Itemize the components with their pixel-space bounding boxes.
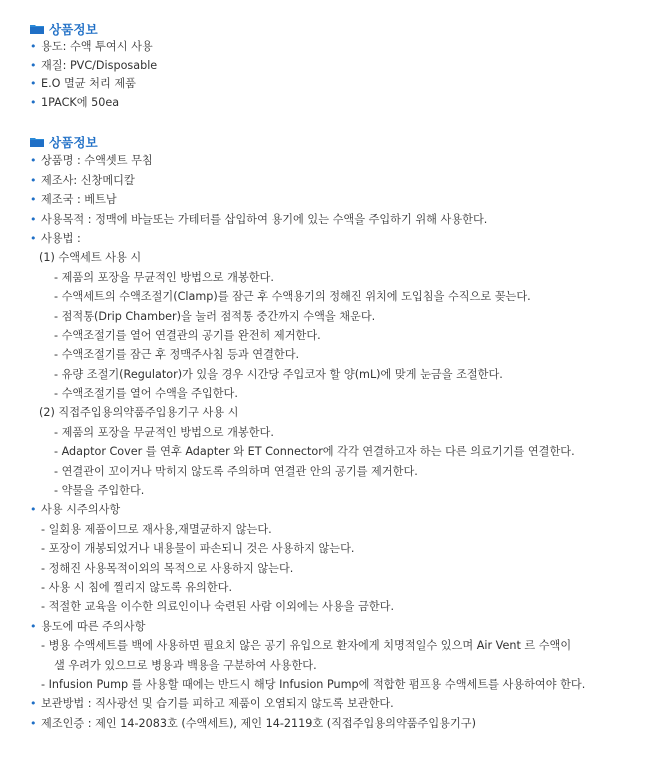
list-item: • 제조인증 : 제인 14-2083호 (수액세트), 제인 14-2119호 (직접주입용의약품주입용기구) (30, 714, 664, 733)
list-item: • 사용목적 : 정맥에 바늘또는 가테터를 삽입하여 용기에 있는 수액을 주입하기 위해 사용한다. (30, 210, 664, 229)
section-title (30, 131, 664, 151)
usage-step: - 수액조절기를 열어 수액을 주입한다. (54, 387, 238, 401)
list-item: • 사용 시주의사항 (30, 500, 664, 519)
list-item: • 사용법 : (30, 229, 664, 248)
usage-step: - 제품의 포장을 무균적인 방법으로 개봉한다. (54, 425, 274, 439)
usage-step: - 제품의 포장을 무균적인 방법으로 개봉한다. (54, 270, 274, 284)
caution-item: - 정해진 사용목적이외의 목적으로 사용하지 않는다. (41, 561, 294, 575)
usage-step: - 수액조절기를 잠근 후 정맥주사침 등과 연결한다. (54, 348, 300, 362)
caution-item-continued: 샐 우려가 있으므로 병용과 백용을 구분하여 사용한다. (54, 658, 317, 672)
list-item: • 제조국 : 베트남 (30, 190, 664, 209)
usage-step: - 점적통(Drip Chamber)을 눌러 점적통 중간까지 수액을 채운다. (54, 309, 376, 323)
usage-subheading: (2) 직접주입용의약품주입용기구 사용 시 (39, 406, 239, 420)
folder-icon (30, 24, 44, 34)
list-item: • 용도에 따른 주의사항 (30, 617, 664, 636)
section-title (30, 18, 664, 38)
list-item: • 1PACK에 50ea (30, 94, 664, 113)
list-item: • 상품명 : 수액셋트 무침 (30, 151, 664, 170)
caution-item: - 병용 수액세트를 백에 사용하면 필요치 않은 공기 유입으로 환자에게 치명적일수 있으며 Air Vent 르 수액이 (41, 639, 572, 653)
usage-step: - 약물을 주입한다. (54, 484, 145, 498)
list-item: • 재질: PVC/Disposable (30, 57, 664, 76)
section-title-text: 상품정보 (49, 21, 98, 37)
list-item: • 제조사: 신창메디칼 (30, 171, 664, 190)
caution-item: - 일회용 제품이므로 재사용,재멸균하지 않는다. (41, 522, 272, 536)
section-product-info-2 (30, 131, 664, 733)
caution-item: - 적절한 교육을 이수한 의료인이나 숙련된 사람 이외에는 사용을 금한다. (41, 600, 395, 614)
usage-step: - 연결관이 꼬이거나 막히지 않도록 주의하며 연결관 안의 공기를 제거한다. (54, 464, 418, 478)
section-title-text: 상품정보 (49, 134, 98, 150)
caution-item: - 포장이 개봉되었거나 내용물이 파손되니 것은 사용하지 않는다. (41, 542, 355, 556)
caution-item: - 사용 시 침에 찔리지 않도록 유의한다. (41, 580, 233, 594)
list-item: • E.O 멸균 처리 제품 (30, 75, 664, 94)
list-item: • 용도: 수액 투여시 사용 (30, 38, 664, 57)
section-product-info-1 (30, 18, 664, 112)
caution-item: - Infusion Pump 를 사용할 때에는 반드시 해당 Infusion Pump에 적합한 펌프용 수액세트를 사용하여야 한다. (41, 677, 586, 691)
usage-step: - 수액조절기를 열어 연결관의 공기를 완전히 제거한다. (54, 328, 321, 342)
usage-subheading: (1) 수액세트 사용 시 (39, 251, 142, 265)
usage-step: - Adaptor Cover 를 연후 Adapter 와 ET Connector에 각각 연결하고자 하는 다른 의료기기를 연결한다. (54, 445, 575, 459)
folder-icon (30, 137, 44, 147)
usage-step: - 수액세트의 수액조절기(Clamp)를 잠근 후 수액용기의 정해진 위치에 도입침을 수직으로 꽂는다. (54, 290, 531, 304)
usage-step: - 유량 조절기(Regulator)가 있을 경우 시간당 주입코자 할 양(mL)에 맞게 눈금을 조절한다. (54, 367, 503, 381)
list-item: • 보관방법 : 직사광선 및 습기를 피하고 제품이 오염되지 않도록 보관한다. (30, 694, 664, 713)
